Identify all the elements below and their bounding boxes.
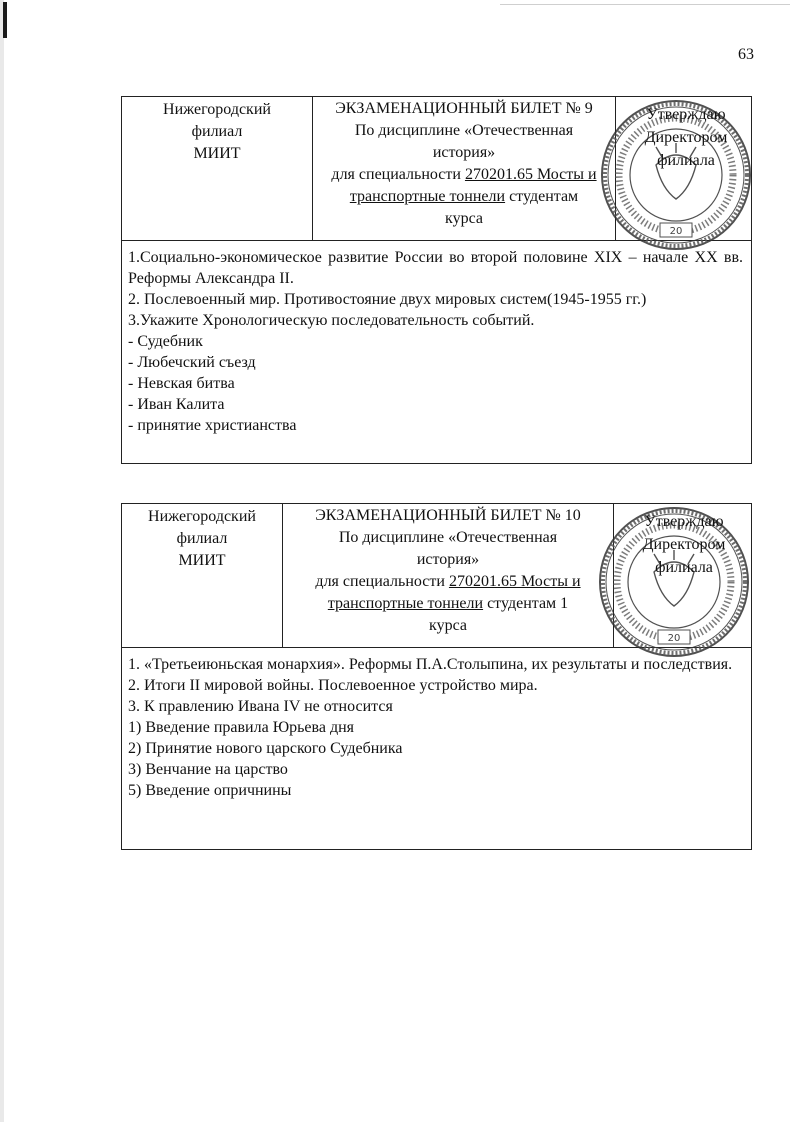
page-number: 63 (738, 46, 754, 63)
branch-line: Нижегородский (163, 101, 271, 118)
ticket-title-block (313, 97, 616, 240)
course: курса (429, 617, 467, 634)
specialty (313, 164, 615, 186)
specialty-name: транспортные тоннели (327, 595, 484, 612)
discipline: По дисциплине «Отечественная история» (354, 122, 574, 161)
ticket-header (122, 97, 751, 241)
exam-ticket-10 (121, 503, 752, 850)
specialty-prefix: для специальности (331, 166, 465, 183)
question-item: - принятие христианства (128, 417, 297, 434)
approval-text (628, 510, 740, 579)
seal-year: 20 (667, 633, 681, 644)
question-item: 3.Укажите Хронологическую последовательность событий. (128, 312, 535, 329)
question-item: 5) Введение опричнины (128, 782, 292, 799)
question-item: 2. Послевоенный мир. Противостояние двух мировых систем(1945-1955 гг.) (128, 291, 647, 308)
specialty-cont (313, 186, 615, 208)
scan-mark (3, 2, 7, 38)
seal-year: 20 (669, 226, 683, 237)
question-item: 2. Итоги II мировой войны. Послевоенное устройство мира. (128, 677, 538, 694)
specialty-suffix: студентам (505, 188, 579, 205)
branch-line: филиал (176, 530, 228, 547)
branch-name (122, 97, 313, 240)
ticket-questions (122, 648, 751, 849)
approved-line: Утверждаю (644, 513, 724, 530)
discipline: По дисциплине «Отечественная история» (338, 529, 558, 568)
ticket-title: ЭКЗАМЕНАЦИОННЫЙ БИЛЕТ № 10 (315, 507, 581, 524)
ticket-title-block (283, 504, 614, 647)
branch-line: филиал (191, 123, 243, 140)
specialty-suffix: студентам 1 (483, 595, 569, 612)
branch-name (122, 504, 283, 647)
ticket-questions (122, 241, 751, 463)
question-item: - Судебник (128, 333, 203, 350)
question-item: 1. «Третьеиюньская монархия». Реформы П.А.Столыпина, их результаты и последствия. (128, 656, 733, 673)
branch-line: Нижегородский (148, 508, 256, 525)
approved-line: Директором (644, 129, 728, 146)
approval-text (630, 103, 742, 172)
ticket-header (122, 504, 751, 648)
branch-line: МИИТ (178, 552, 226, 569)
scan-top-line (500, 4, 790, 5)
specialty-code: 270201.65 Мосты и (448, 573, 581, 590)
question-item: 1.Социально-экономическое развитие России во второй половине XIX – начале XX вв. Реформы Александра II. (128, 249, 743, 287)
approved-line: филиала (655, 559, 713, 576)
specialty (283, 571, 613, 593)
question-item: - Иван Калита (128, 396, 225, 413)
specialty-cont (283, 593, 613, 615)
question-item: 3. К правлению Ивана IV не относится (128, 698, 393, 715)
approval-stamp-cell (616, 97, 751, 240)
question-item: 3) Венчание на царство (128, 761, 288, 778)
course: курса (445, 210, 483, 227)
ticket-title: ЭКЗАМЕНАЦИОННЫЙ БИЛЕТ № 9 (335, 100, 593, 117)
approved-line: Директором (642, 536, 726, 553)
question-item: 1) Введение правила Юрьева дня (128, 719, 355, 736)
exam-ticket-9 (121, 96, 752, 464)
question-item: - Невская битва (128, 375, 235, 392)
question-item: 2) Принятие нового царского Судебника (128, 740, 403, 757)
specialty-code: 270201.65 Мосты и (464, 166, 597, 183)
specialty-name: транспортные тоннели (349, 188, 506, 205)
approval-stamp-cell (614, 504, 751, 647)
branch-line: МИИТ (193, 145, 241, 162)
approved-line: филиала (657, 152, 715, 169)
scan-edge (0, 0, 4, 1122)
approved-line: Утверждаю (646, 106, 726, 123)
specialty-prefix: для специальности (315, 573, 449, 590)
question-item: - Любечский съезд (128, 354, 256, 371)
